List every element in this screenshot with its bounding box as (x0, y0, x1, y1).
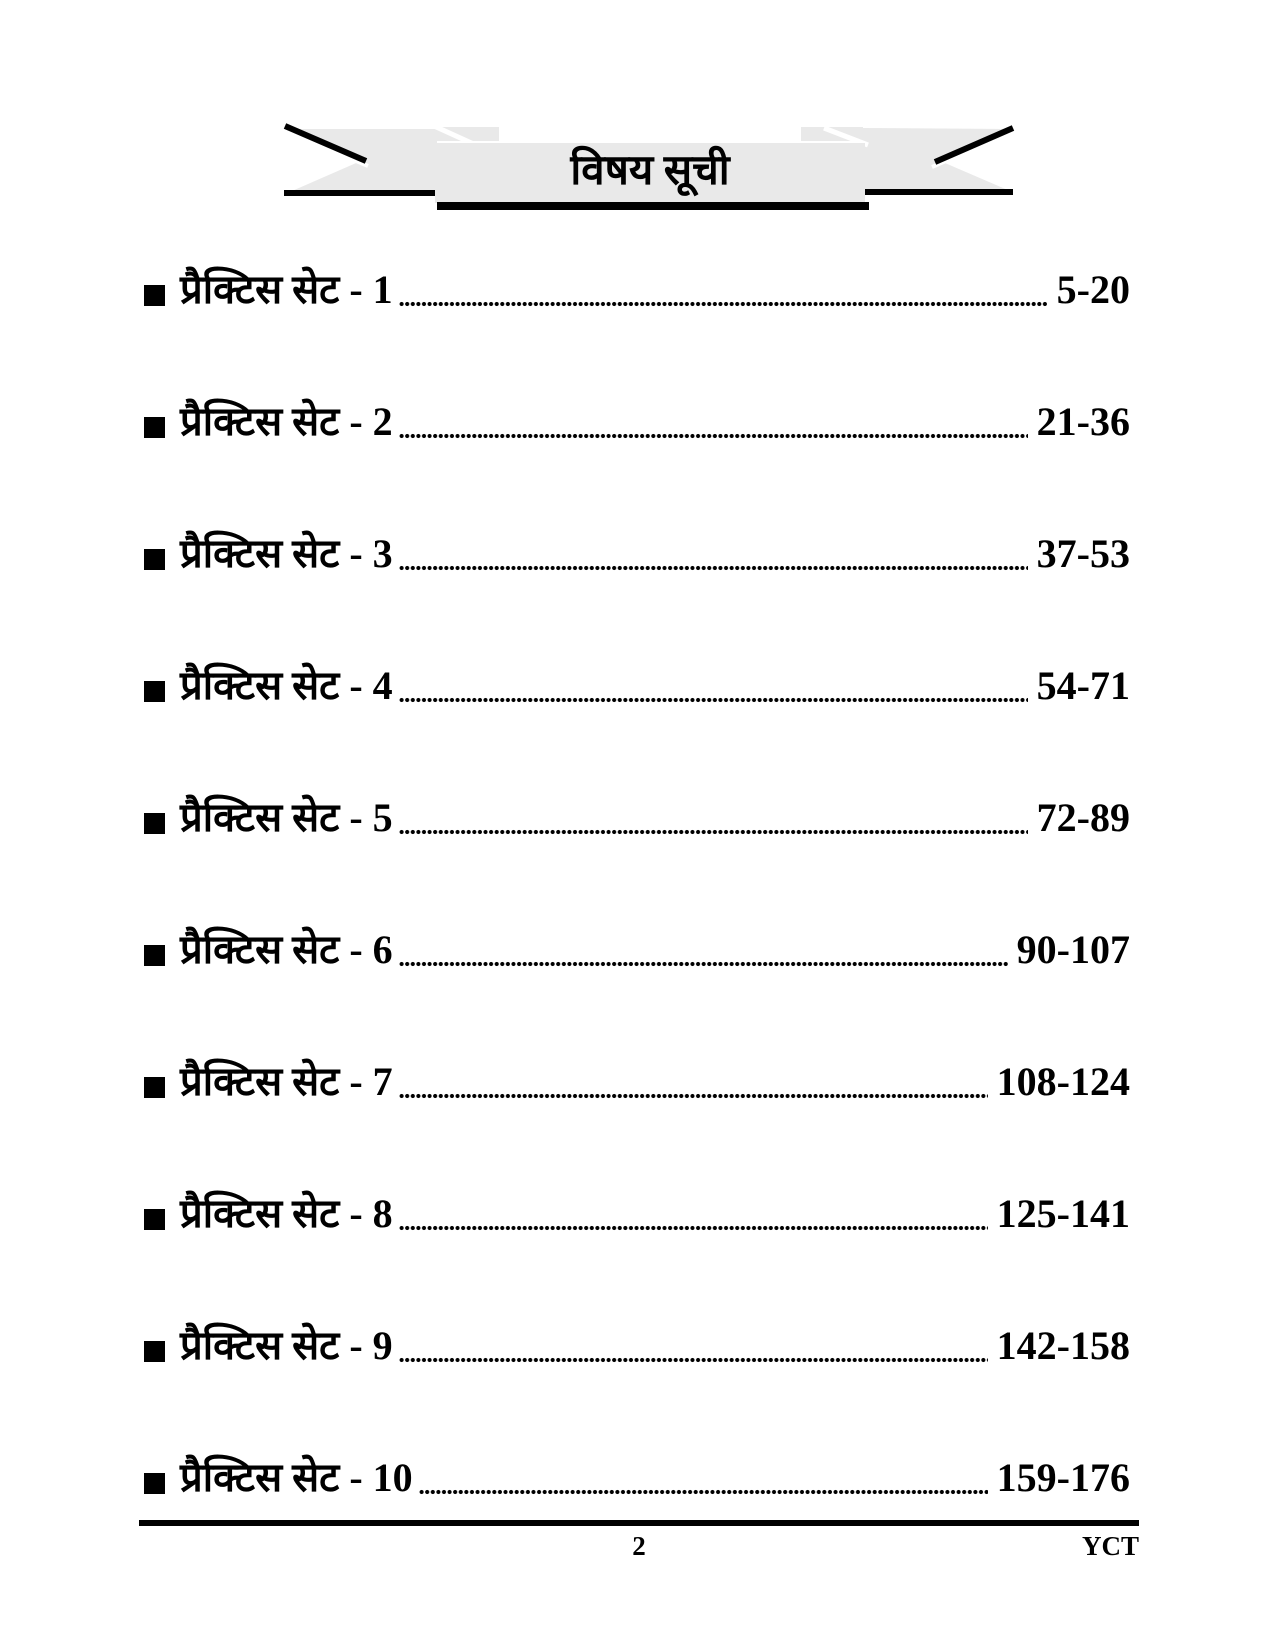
bullet-square-icon (144, 417, 165, 438)
bullet-square-icon (144, 549, 165, 570)
toc-entry-label: प्रैक्टिस सेट - 8 (180, 1191, 393, 1236)
footer-rule (139, 1520, 1139, 1526)
toc-entry (144, 1190, 1130, 1238)
toc-entry (144, 1058, 1130, 1106)
bullet-square-icon (144, 1341, 165, 1362)
bullet-square-icon (144, 285, 165, 306)
dot-leader (399, 433, 1028, 439)
toc-entry (144, 398, 1130, 446)
title-banner (0, 0, 1275, 235)
dot-leader (399, 697, 1028, 703)
bullet-square-icon (144, 1209, 165, 1230)
dot-leader (399, 301, 1048, 307)
toc-entry-label: प्रैक्टिस सेट - 5 (180, 795, 393, 840)
toc-entry (144, 1454, 1130, 1502)
dot-leader (399, 961, 1008, 967)
toc-entry-label: प्रैक्टिस सेट - 7 (180, 1059, 393, 1104)
toc-entry-pages: 37-53 (1036, 531, 1130, 576)
toc-entry-pages: 142-158 (996, 1323, 1130, 1368)
dot-leader (399, 829, 1028, 835)
bullet-square-icon (144, 1473, 165, 1494)
toc-entry (144, 266, 1130, 314)
dot-leader (399, 1225, 988, 1231)
toc-entry (144, 662, 1130, 710)
toc-entry-label: प्रैक्टिस सेट - 4 (180, 663, 393, 708)
toc-entry-pages: 90-107 (1016, 927, 1130, 972)
toc-entry-label: प्रैक्टिस सेट - 10 (180, 1455, 413, 1500)
toc-entry-pages: 72-89 (1036, 795, 1130, 840)
toc-entry-pages: 159-176 (996, 1455, 1130, 1500)
dot-leader (399, 1093, 988, 1099)
page-title: विषय सूची (570, 148, 730, 194)
toc-entry (144, 530, 1130, 578)
bullet-square-icon (144, 813, 165, 834)
footer-page-number: 2 (632, 1531, 646, 1561)
dot-leader (399, 1357, 988, 1363)
toc-list (144, 266, 1130, 1502)
toc-entry-pages: 5-20 (1056, 267, 1130, 312)
toc-entry-pages: 54-71 (1036, 663, 1130, 708)
footer (139, 1528, 1139, 1564)
bullet-square-icon (144, 945, 165, 966)
toc-entry (144, 926, 1130, 974)
toc-entry-label: प्रैक्टिस सेट - 2 (180, 399, 393, 444)
toc-entry-pages: 108-124 (996, 1059, 1130, 1104)
dot-leader (419, 1489, 988, 1495)
toc-entry (144, 1322, 1130, 1370)
toc-entry (144, 794, 1130, 842)
bullet-square-icon (144, 681, 165, 702)
toc-entry-pages: 21-36 (1036, 399, 1130, 444)
toc-entry-label: प्रैक्टिस सेट - 3 (180, 531, 393, 576)
toc-entry-pages: 125-141 (996, 1191, 1130, 1236)
toc-entry-label: प्रैक्टिस सेट - 1 (180, 267, 393, 312)
toc-entry-label: प्रैक्टिस सेट - 9 (180, 1323, 393, 1368)
toc-entry-label: प्रैक्टिस सेट - 6 (180, 927, 393, 972)
dot-leader (399, 565, 1028, 571)
bullet-square-icon (144, 1077, 165, 1098)
footer-brand: YCT (1081, 1531, 1139, 1561)
